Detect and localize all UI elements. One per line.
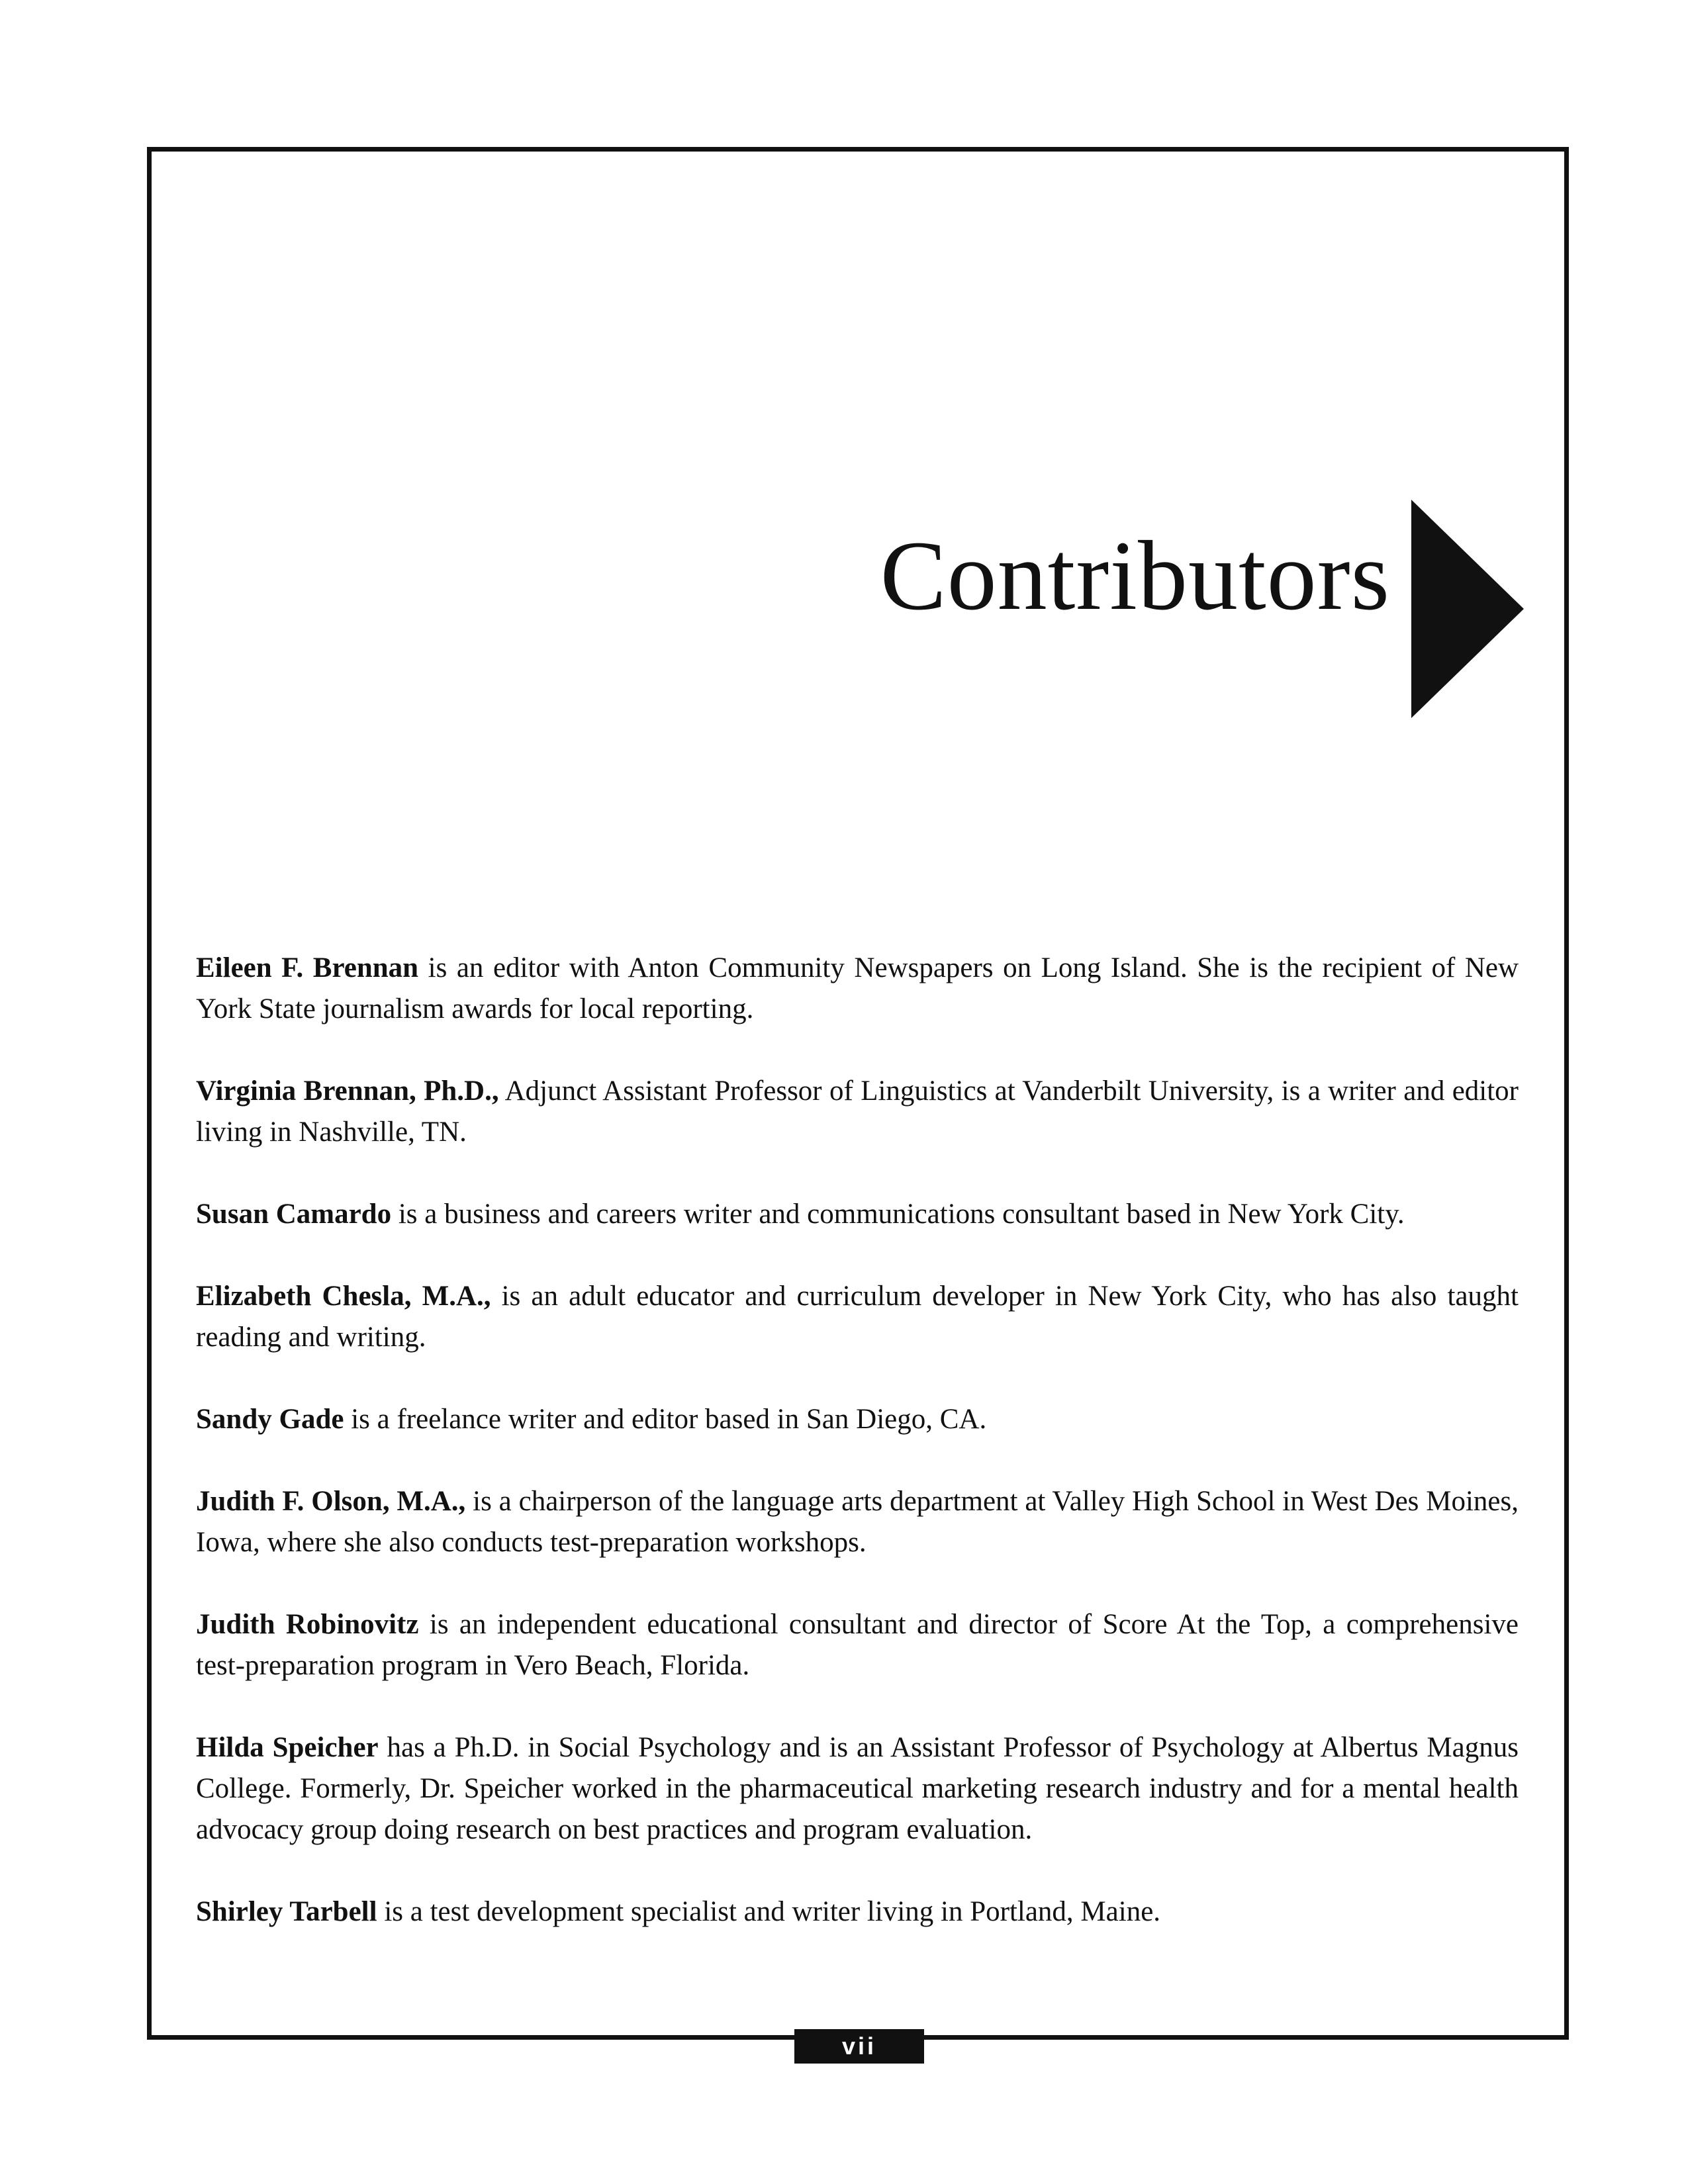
contributor-bio: is a chairperson of the language arts department at Valley High School in West Des Moines, Iowa, where she also conducts test-preparation workshops. bbox=[196, 1486, 1519, 1558]
contributor-entry bbox=[196, 948, 1519, 1030]
contributor-name: Shirley Tarbell bbox=[196, 1896, 377, 1927]
contributor-bio: is an adult educator and curriculum developer in New York City, who has also taught reading and writing. bbox=[196, 1281, 1519, 1353]
contributor-entry bbox=[196, 1071, 1519, 1153]
page-number: vii bbox=[794, 2029, 924, 2064]
contributor-bio: is an independent educational consultant and director of Score At the Top, a comprehensive test-preparation program in Vero Beach, Florida. bbox=[196, 1609, 1519, 1681]
contributor-name: Susan Camardo bbox=[196, 1199, 392, 1230]
contributor-entry bbox=[196, 1276, 1519, 1358]
contributor-name: Eileen F. Brennan bbox=[196, 952, 419, 983]
contributor-bio: is a business and careers writer and communications consultant based in New York City. bbox=[391, 1199, 1405, 1230]
contributor-name: Elizabeth Chesla, M.A., bbox=[196, 1281, 491, 1312]
contributor-bio: Adjunct Assistant Professor of Linguistics at Vanderbilt University, is a writer and editor living in Nashville, TN. bbox=[196, 1075, 1519, 1148]
contributor-name: Hilda Speicher bbox=[196, 1732, 379, 1763]
contributor-bio: is a test development specialist and writer living in Portland, Maine. bbox=[377, 1896, 1161, 1927]
contributor-bio: is an editor with Anton Community Newspapers on Long Island. She is the recipient of New York State journalism awards for local reporting. bbox=[196, 952, 1519, 1024]
contributor-name: Judith F. Olson, M.A., bbox=[196, 1486, 466, 1517]
contributor-bio: is a freelance writer and editor based in San Diego, CA. bbox=[344, 1404, 987, 1435]
contributor-entry bbox=[196, 1481, 1519, 1563]
contributor-entry bbox=[196, 1891, 1519, 1933]
right-arrow-icon bbox=[1411, 500, 1524, 718]
contributors-list bbox=[196, 948, 1519, 1974]
page-title: Contributors bbox=[880, 521, 1390, 631]
contributor-name: Virginia Brennan, Ph.D., bbox=[196, 1075, 499, 1107]
contributor-bio: has a Ph.D. in Social Psychology and is an Assistant Professor of Psychology at Albertus Magnus College. Formerly, Dr. Speicher worked in the pharmaceutical marketing research industry and for a mental health advocacy group doing research on best practices and program evaluation. bbox=[196, 1732, 1519, 1845]
contributor-name: Sandy Gade bbox=[196, 1404, 344, 1435]
contributor-name: Judith Robinovitz bbox=[196, 1609, 419, 1640]
contributor-entry bbox=[196, 1399, 1519, 1440]
contributor-entry bbox=[196, 1604, 1519, 1686]
contributor-entry bbox=[196, 1194, 1519, 1235]
contributor-entry bbox=[196, 1727, 1519, 1850]
